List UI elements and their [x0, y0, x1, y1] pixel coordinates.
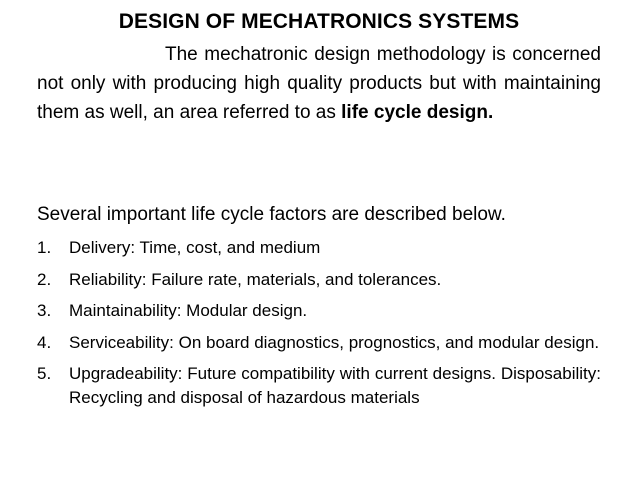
- list-item: [37, 268, 601, 292]
- item-text: Upgradeability: Future compatibility with current designs. Disposability: Recycling and disposal of hazardous materials: [69, 364, 601, 407]
- item-number: 1.: [37, 238, 52, 257]
- factor-list: [37, 236, 601, 417]
- list-item: [37, 299, 601, 323]
- intro-text: The mechatronic design methodology is concerned not only with producing high quality products but with maintaining them as well, an area referred to as: [37, 44, 601, 123]
- list-item: [37, 236, 601, 260]
- item-number: 4.: [37, 332, 52, 352]
- item-text: Reliability: Failure rate, materials, and tolerances.: [69, 269, 442, 289]
- item-text: Delivery: Time, cost, and medium: [69, 238, 321, 257]
- factors-lead: Several important life cycle factors are described below.: [37, 204, 506, 225]
- item-number: 5.: [37, 364, 52, 383]
- item-number: 3.: [37, 301, 52, 320]
- list-item: [37, 331, 601, 355]
- list-item: [37, 362, 601, 409]
- intro-paragraph: [37, 40, 601, 127]
- item-number: 2.: [37, 269, 52, 289]
- slide-title: DESIGN OF MECHATRONICS SYSTEMS: [118, 10, 520, 33]
- intro-emphasis: life cycle design.: [341, 102, 494, 123]
- item-text: Maintainability: Modular design.: [69, 301, 308, 320]
- item-text: Serviceability: On board diagnostics, prognostics, and modular design.: [69, 332, 600, 352]
